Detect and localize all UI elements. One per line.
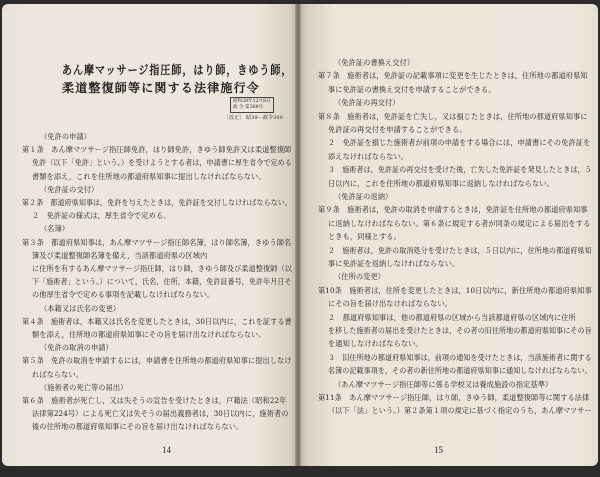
body-text: 類を添え，住所地の都道府県知事にその旨を届け出なければならない。 — [32, 330, 266, 339]
article-text: 第11条 あん摩マツサージ指圧師，はり師，きゆう師，柔道整復師等に関する法律 — [318, 393, 590, 402]
body-text: （以下「法」という。）第２条第１項の規定に基づく指定のうち，あん摩マツサー — [328, 406, 592, 416]
section-heading: （免許の取消の申請） — [40, 343, 113, 353]
article-text: 第３条 都道府県知事は，あん摩マツサージ指圧師名簿，はり師名簿，きゆう師名 — [22, 237, 292, 247]
body-text: を移した施術者の届出を受けたときは，その者の旧住所地の都道府県知事にその旨 — [328, 326, 592, 335]
body-text: ３ 施術者は，免許証の再交付を受けた後，亡失した免許証を発見したときは，５ — [328, 165, 592, 175]
article-text: 第５条 免許の取消を申請するには，申請書を住所地の都道府県知事に提出しなけ — [22, 356, 292, 366]
section-heading: （住所の変更） — [334, 272, 386, 282]
section-heading: （免許証の返納） — [334, 192, 393, 201]
section-heading: （免許証の交付） — [40, 184, 99, 194]
body-text: 事に免許証を返納しなければならない。 — [328, 259, 460, 268]
body-text: 簿及び柔道整復師名簿を備え，当該都道府県の区域内 — [32, 250, 208, 260]
article-text: 第４条 施術者は，本籍又は氏名を変更したときは，30日以内に，これを証する書 — [22, 316, 292, 326]
body-text: 名簿の記載事項を，その者の新住所地の都道府県知事に通知しなければならない。 — [328, 366, 592, 376]
page-number-right: 15 — [434, 445, 443, 455]
body-text: にその旨を届け出なければならない。 — [328, 299, 452, 309]
page-number-left: 14 — [162, 445, 171, 455]
section-heading: （免許の申請） — [40, 132, 92, 141]
article-text: 第２条 都道府県知事は，免許を与えたときは，免許証を交付しなければならない。 — [22, 198, 293, 207]
article-text: 第10条 施術者は，住所を変更したときは，10日以内に，新住所地の都道府県知事 — [318, 285, 592, 295]
body-text: 書類を添え，これを住所地の都道府県知事に提出しなければならない。 — [32, 171, 266, 181]
body-text: の他厚生省令で定める事項を記載しなければならない。 — [32, 290, 215, 300]
right-page — [298, 4, 598, 466]
article-text: 第６条 施術者が死亡し，又は失そうの宣告を受けたときは，戸籍法（昭和22年 — [22, 396, 287, 405]
article-text: 第１条 あん摩マツサージ指圧師免許，はり師免許，きゆう師免許又は柔道整復師 — [22, 145, 292, 155]
body-text: を通知しなければならない。 — [328, 339, 423, 349]
body-text: 下「施術者」という。）について，氏名，住所，本籍，免許証番号，免許年月日そ — [32, 277, 292, 287]
body-text: 事に免許証の書換え交付を申請することができる。 — [328, 84, 496, 94]
book-gutter — [295, 4, 301, 466]
body-text: 添えなければならない。 — [328, 151, 409, 161]
body-text: に住所を有するあん摩マツサージ指圧師，はり師，きゆう師及び柔道整復師（以 — [32, 264, 292, 273]
section-heading: （免許証の再交付） — [334, 98, 400, 108]
body-text: ２ 施術者は，免許の取消処分を受けたときは，５日以内に，住所地の都道府県知 — [328, 245, 592, 255]
law-title-line-2: 柔道整復師等に関する法律施行令 — [62, 81, 261, 95]
section-heading: （あん摩マツサージ指圧師等に係る学校又は養成施設の指定基準） — [334, 379, 553, 389]
body-text: ３ 旧住所地の都道府県知事は，前項の通知を受けたときは，当該施術者に関する — [328, 352, 592, 362]
section-heading: （施術者の死亡等の届出） — [40, 382, 128, 392]
body-text: 法律第224号）による死亡又は失そうの届出義務者は，30日以内に，施術者の — [32, 409, 289, 419]
body-text: 後の住所地の都道府県知事にその旨を届け出なければならない。 — [32, 422, 244, 432]
cabinet-order-number: 政 令 第368号 — [233, 105, 264, 110]
enactment-stamp — [230, 97, 274, 113]
section-heading: （免許証の書換え交付） — [334, 58, 415, 67]
body-text: ２ 免許証を損じた施術者が前項の申請をする場合には，申請書にその免許証を — [328, 138, 591, 148]
law-title-line-1: あん摩マッサージ指圧師，はり師，きゆう師， — [62, 63, 293, 77]
body-text: 免許（以下「免許」という。）を受けようとする者は，申請書に厚生省令で定める — [32, 158, 292, 168]
body-text: ２ 都道府県知事は，他の都道府県の区域から当該都道府県の区域内に住所 — [328, 312, 576, 322]
section-heading: （本籍又は氏名の変更） — [40, 303, 121, 313]
article-text: 第９条 施術者は，免許の取消を申請するときは，免許証を住所地の都道府県知事 — [318, 205, 588, 215]
body-text: ときも，同様とする。 — [328, 232, 401, 242]
body-text: ればならない。 — [32, 369, 84, 379]
section-heading: （名簿） — [40, 224, 70, 234]
body-text: ２ 免許証の様式は，厚生省令で定める。 — [32, 211, 171, 221]
article-text: 第７条 施術者は，免許証の記載事項に変更を生じたときは，住所地の都道府県知 — [318, 71, 588, 81]
body-text: 日以内に，これを住所地の都道府県知事に返納しなければならない。 — [328, 178, 554, 188]
revision-note: ［改正］ 昭39－政令300 — [224, 115, 283, 121]
left-page — [2, 4, 298, 466]
enactment-date: 昭和28年12月8日 — [233, 99, 271, 104]
body-text: 免許証の再交付を申請することができる。 — [328, 125, 467, 134]
body-text: に返納しなければならない。第６条に規定する者が同条の規定による届出をする — [328, 218, 591, 228]
article-text: 第８条 施術者は，免許証を亡失し，又は損じたときは，住所地の都道府県知事に — [318, 111, 588, 121]
